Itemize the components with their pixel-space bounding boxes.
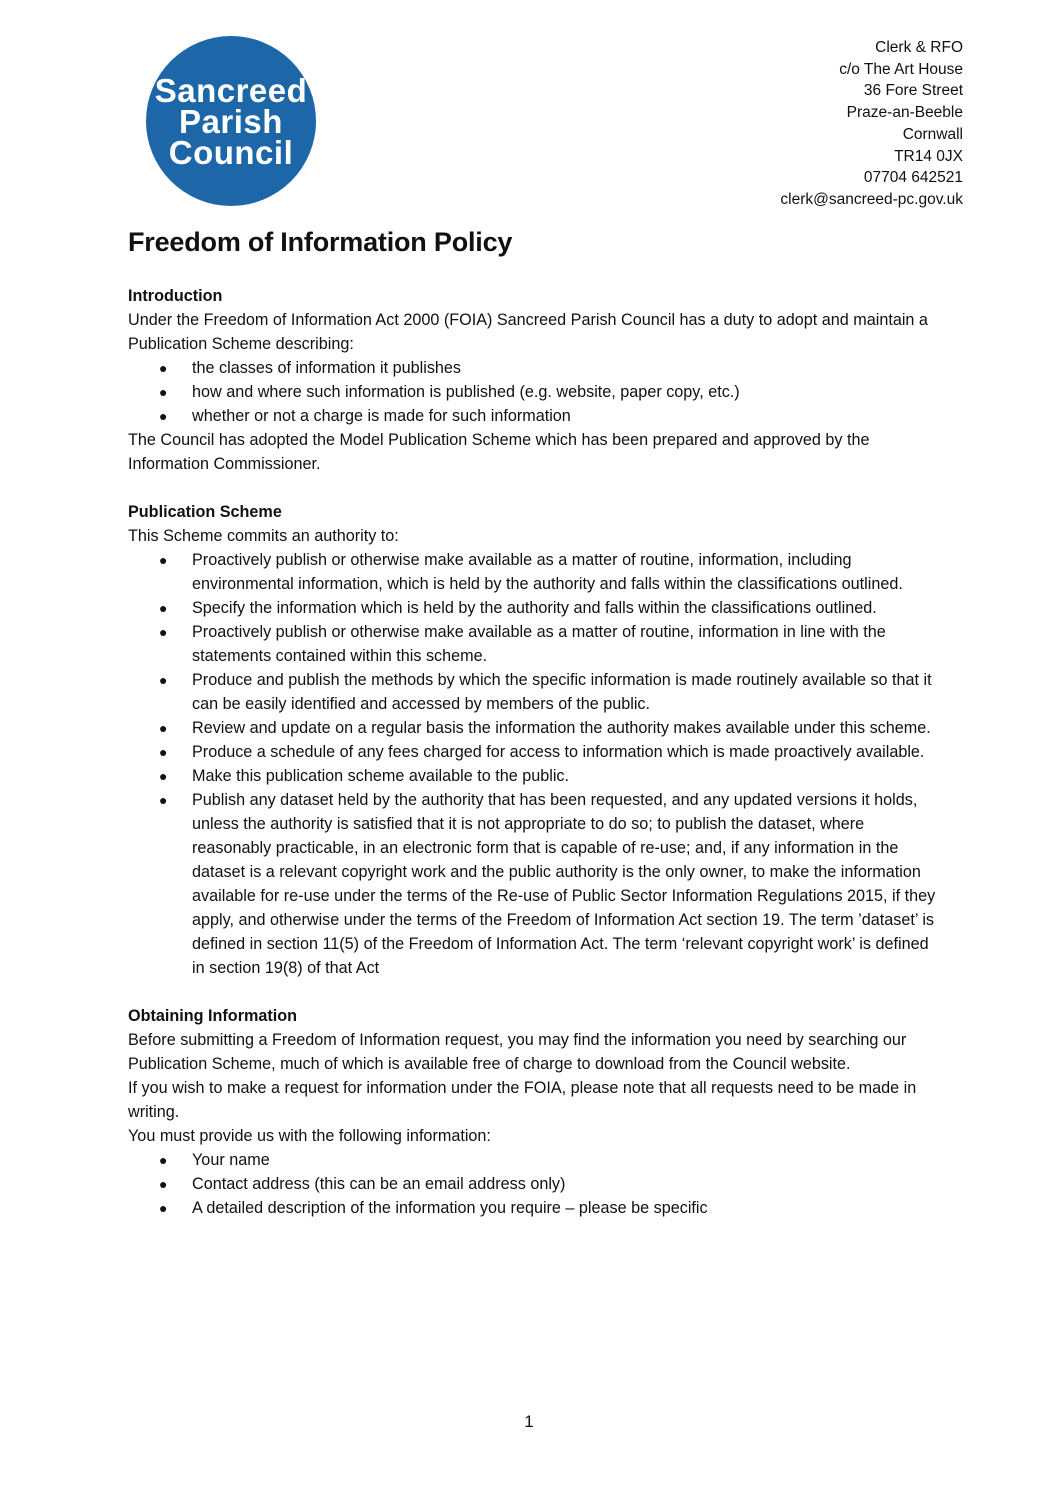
bullet-list xyxy=(128,356,938,428)
bullet-icon: ● xyxy=(159,720,168,736)
bullet-icon: ● xyxy=(159,1176,168,1192)
list-item-text: how and where such information is published (e.g. website, paper copy, etc.) xyxy=(192,383,740,401)
section-heading: Publication Scheme xyxy=(128,503,282,521)
logo-line-1: Sancreed xyxy=(154,71,308,109)
bullet-icon: ● xyxy=(159,792,168,808)
list-item xyxy=(159,548,938,596)
list-item xyxy=(159,764,938,788)
bullet-icon: ● xyxy=(159,552,168,568)
paragraph: This Scheme commits an authority to: xyxy=(128,527,399,545)
list-item xyxy=(159,788,938,980)
list-item xyxy=(159,716,938,740)
logo-line-3: Council xyxy=(168,133,294,171)
bullet-icon: ● xyxy=(159,672,168,688)
list-item xyxy=(159,668,938,716)
email-address: clerk@sancreed-pc.gov.uk xyxy=(780,190,963,208)
bullet-icon: ● xyxy=(159,768,168,784)
list-item xyxy=(159,740,938,764)
bullet-icon: ● xyxy=(159,600,168,616)
list-item-text: whether or not a charge is made for such information xyxy=(192,407,571,425)
list-item xyxy=(159,1148,938,1172)
paragraph: The Council has adopted the Model Publication Scheme which has been prepared and approved by the Information Commissioner. xyxy=(128,431,870,473)
list-item-text: Produce and publish the methods by which the specific information is made routinely available so that it can be easily identified and accessed by members of the public. xyxy=(192,671,932,713)
obtaining-information-section xyxy=(128,1004,938,1220)
list-item xyxy=(159,380,938,404)
list-item xyxy=(159,404,938,428)
list-item-text: Contact address (this can be an email address only) xyxy=(192,1175,566,1193)
address-line: c/o The Art House xyxy=(839,60,963,78)
list-item-text: Make this publication scheme available to the public. xyxy=(192,767,570,785)
section-heading: Introduction xyxy=(128,287,223,305)
phone-number: 07704 642521 xyxy=(863,169,963,187)
list-item xyxy=(159,596,938,620)
bullet-icon: ● xyxy=(159,624,168,640)
list-item-text: Publish any dataset held by the authority that has been requested, and any updated versions it holds, unless the authority is satisfied that it is not appropriate to do so; to publish the dataset, where reasonably practicable, in an electronic form that is capable of re-use; and, if any information in the dataset is a relevant copyright work and the public authority is the only owner, to make the information available for re-use under the terms of the Re-use of Public Sector Information Regulations 2015, if they apply, and otherwise under the terms of the Freedom of Information Act section 19. The term ’dataset’ is defined in section 11(5) of the Freedom of Information Act. The term ‘relevant copyright work’ is defined in section 19(8) of that Act xyxy=(192,791,936,977)
address-line: 36 Fore Street xyxy=(863,82,963,100)
list-item-text: Your name xyxy=(192,1151,270,1169)
bullet-icon: ● xyxy=(159,744,168,760)
section-heading: Obtaining Information xyxy=(128,1007,298,1025)
list-item-text: the classes of information it publishes xyxy=(192,359,462,377)
paragraph: You must provide us with the following information: xyxy=(128,1127,491,1145)
paragraph: If you wish to make a request for information under the FOIA, please note that all requests need to be made in writing. xyxy=(128,1079,917,1121)
clerk-address-block xyxy=(780,37,963,211)
introduction-section xyxy=(128,284,938,476)
bullet-icon: ● xyxy=(159,360,168,376)
document-body xyxy=(128,284,938,1220)
address-line: Praze-an-Beeble xyxy=(846,104,963,122)
page-number: 1 xyxy=(524,1412,534,1431)
bullet-icon: ● xyxy=(159,408,168,424)
bullet-list xyxy=(128,548,938,980)
list-item-text: A detailed description of the information you require – please be specific xyxy=(192,1199,708,1217)
council-logo xyxy=(146,36,316,206)
logo-line-2: Parish xyxy=(179,102,283,140)
bullet-icon: ● xyxy=(159,1152,168,1168)
list-item xyxy=(159,356,938,380)
address-line: Cornwall xyxy=(902,125,963,143)
address-line: Clerk & RFO xyxy=(875,39,963,56)
paragraph: Before submitting a Freedom of Information request, you may find the information you need by searching our Publication Scheme, much of which is available free of charge to download from the Council website. xyxy=(128,1031,907,1073)
address-line: TR14 0JX xyxy=(894,147,963,165)
list-item xyxy=(159,1172,938,1196)
bullet-icon: ● xyxy=(159,384,168,400)
bullet-icon: ● xyxy=(159,1200,168,1216)
bullet-list xyxy=(128,1148,938,1220)
publication-scheme-section xyxy=(128,500,938,980)
document-title: Freedom of Information Policy xyxy=(128,227,513,257)
list-item xyxy=(159,1196,938,1220)
list-item-text: Specify the information which is held by the authority and falls within the classifications outlined. xyxy=(192,599,877,617)
list-item xyxy=(159,620,938,668)
list-item-text: Proactively publish or otherwise make available as a matter of routine, information, including environmental information, which is held by the authority and falls within the classifications outlined. xyxy=(192,551,903,593)
paragraph: Under the Freedom of Information Act 2000 (FOIA) Sancreed Parish Council has a duty to adopt and maintain a Publication Scheme describing: xyxy=(128,311,928,353)
list-item-text: Proactively publish or otherwise make available as a matter of routine, information in line with the statements contained within this scheme. xyxy=(192,623,886,665)
list-item-text: Review and update on a regular basis the information the authority makes available under this scheme. xyxy=(192,719,931,737)
list-item-text: Produce a schedule of any fees charged for access to information which is made proactively available. xyxy=(192,743,925,761)
